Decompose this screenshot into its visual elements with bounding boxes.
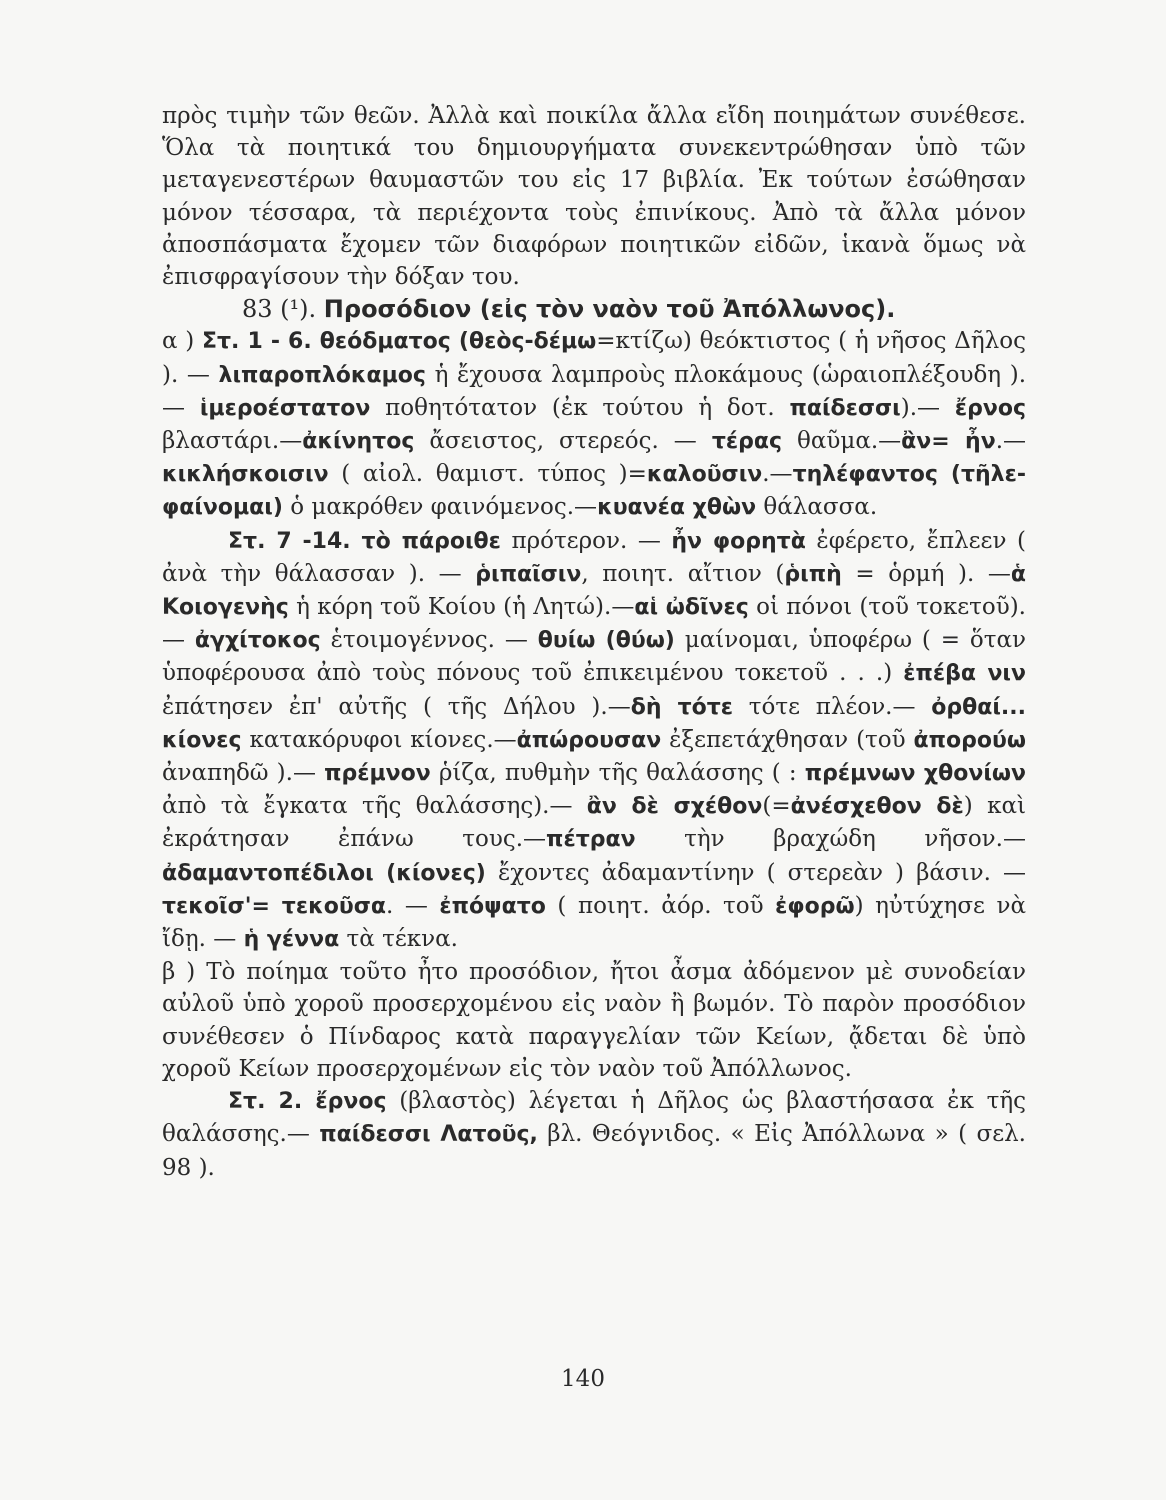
term-bold: δὴ τότε [630, 694, 734, 720]
gloss-text: (βλαστὸς) λέγεται ἡ Δῆλος ὡς βλαστήσασα ἐκ τῆς θαλάσσης.— [162, 1088, 1026, 1148]
gloss-text: ἀναπηδῶ ).— [162, 760, 325, 787]
term-bold: κυανέα χθὼν [597, 495, 757, 521]
gloss-text: θάλασσα. [756, 494, 878, 521]
gloss-text: (= [762, 793, 791, 820]
commentary-section-st7 [162, 525, 1026, 957]
gloss-text: τὴν βραχώδη νῆσον.— [635, 826, 1026, 853]
term-bold: ἀδαμαντοπέδιλοι (κίονες) [162, 860, 486, 886]
term-bold: πέτραν [546, 827, 636, 853]
term-bold: ἡ γέννα [243, 927, 340, 953]
gloss-text: κατακόρυφοι κίονες.— [241, 726, 517, 753]
term-bold: ἀγχίτοκος [194, 628, 321, 654]
page-content [162, 100, 1026, 1184]
gloss-text: ἑτοιμογέννος. — [320, 627, 538, 654]
commentary-section-st2 [162, 1085, 1026, 1184]
term-bold: ἔρνος [954, 395, 1026, 421]
gloss-text: βλ. Θεόγνιδος. « Εἰς Ἀπόλλωνα » ( σελ. 98 ). [162, 1121, 1026, 1181]
gloss-text: τὰ τέκνα. [339, 926, 458, 953]
gloss-text: ( αἰολ. θαμιστ. τύπος )= [328, 461, 647, 488]
term-bold: θυίω (θύω) [537, 628, 675, 654]
gloss-text: .— [762, 461, 793, 488]
gloss-text: =κτίζω) θεόκτιστος ( ἡ νῆσος Δῆλος ). — [162, 328, 1026, 388]
gloss-text: = ὁρμή ). — [841, 560, 1011, 587]
term-bold: ῥιπὴ [784, 561, 842, 587]
heading-number: 83 (¹). [242, 295, 317, 324]
gloss-text: ποθητότατον (ἐκ τούτου ἡ δοτ. [370, 394, 790, 421]
gloss-text: ἐπάτησεν ἐπ' αὐτῆς ( τῆς Δήλου ).— [162, 693, 631, 720]
gloss-text: βλαστάρι.— [162, 428, 303, 455]
term-bold: ἀπορούω [913, 727, 1027, 753]
term-bold: ἐπόψατο [439, 893, 546, 919]
term-bold: παίδεσσι Λατοῦς, [319, 1122, 538, 1148]
term-bold: τεκοῖσ'= τεκοῦσα [162, 893, 386, 919]
term-bold: πρέμνων χθονίων [804, 761, 1026, 787]
term-bold: ἂν δὲ σχέθον [586, 794, 763, 820]
term-bold: τέρας [711, 429, 783, 455]
term-bold: κικλήσκοισιν [162, 462, 329, 488]
gloss-text: ἄσειστος, στερεός. — [414, 428, 712, 455]
page-number: 140 [561, 1366, 605, 1392]
gloss-text: ἡ ἔχουσα λαμπροὺς πλοκάμους (ὡραιοπλέξουδη ). — [162, 361, 1026, 421]
commentary-section-a [162, 325, 1026, 524]
gloss-text: τότε πλέον.— [733, 693, 932, 720]
term-bold: ἀπώρουσαν [516, 727, 662, 753]
term-bold: ἦν φορητὰ [671, 528, 806, 554]
term-bold: ῥιπαῖσιν [475, 561, 582, 587]
intro-paragraph: πρὸς τιμὴν τῶν θεῶν. Ἀλλὰ καὶ ποικίλα ἄλλα εἴδη ποιημάτων συνέθεσε. Ὅλα τὰ ποιητικά του δημιουργήματα συνεκεντρώθησαν ὑπὸ τῶν μεταγενεστέρων θαυμαστῶν του εἰς 17 βιβλία. Ἐκ τούτων ἐσώθησαν μόνον τέσσαρα, τὰ περιέχοντα τοὺς ἐπινίκους. Ἀπὸ τὰ ἄλλα μόνον ἀποσπάσματα ἔχομεν τῶν διαφόρων ποιητικῶν εἰδῶν, ἱκανὰ ὅμως νὰ ἐπισφραγίσουν τὴν δόξαν του. [162, 103, 1026, 291]
gloss-text: ) ηὐτύχησε νὰ ἴδῃ. — [162, 892, 1027, 953]
gloss-text: . — [385, 892, 440, 919]
gloss-text: ) καὶ ἐκράτησαν ἐπάνω τους.— [162, 793, 1026, 853]
gloss-text: πρότερον. — [500, 527, 672, 554]
gloss-text: .— [995, 428, 1027, 455]
gloss-text: οἱ πόνοι (τοῦ τοκετοῦ). — [162, 594, 1026, 654]
term-bold: λιπαροπλόκαμος [218, 362, 426, 388]
term-bold: Στ. 1 - 6. θεόδματος (θεὸς-δέμω [201, 329, 597, 355]
commentary-section-b: β ) Τὸ ποίημα τοῦτο ἦτο προσόδιον, ἤτοι ἆσμα ἀδόμενον μὲ συνοδείαν αὐλοῦ ὑπὸ χοροῦ προσερχομένου εἰς ναὸν ἢ βωμόν. Τὸ παρὸν προσόδιον συνέθεσεν ὁ Πίνδαρος κατὰ παραγγελίαν τῶν Κείων, ᾄδεται δὲ ὑπὸ χοροῦ Κείων προσερχομένων εἰς τὸν ναὸν τοῦ Ἀπόλλωνος. [162, 959, 1026, 1082]
section-heading [162, 293, 1026, 325]
heading-title: Προσόδιον (εἰς τὸν ναὸν τοῦ Ἀπόλλωνος). [323, 295, 896, 324]
term-bold: ἐπέβα νιν [903, 661, 1026, 687]
term-bold: πρέμνον [324, 761, 431, 787]
gloss-text: α ) [162, 328, 202, 355]
gloss-text: ἔχοντες ἀδαμαντίνην ( στερεὰν ) βάσιν. — [485, 859, 1026, 886]
term-bold: ἀκίνητος [302, 429, 415, 455]
gloss-text: ῥίζα, πυθμὴν τῆς θαλάσσης ( : [430, 760, 805, 787]
gloss-text: ( ποιητ. ἀόρ. τοῦ [545, 892, 776, 919]
gloss-text: ἀπὸ τὰ ἔγκατα τῆς θαλάσσης).— [162, 793, 587, 820]
term-bold: ἱμεροέστατον [199, 395, 371, 421]
gloss-text: , ποιητ. αἴτιον ( [581, 560, 785, 587]
gloss-text: ἐξεπετάχθησαν (τοῦ [661, 726, 914, 753]
gloss-text: ὁ μακρόθεν φαινόμενος.— [282, 494, 598, 521]
gloss-text: ἡ κόρη τοῦ Κοίου (ἡ Λητώ).— [288, 594, 635, 621]
gloss-text: μαίνομαι, ὑποφέρω ( = ὅταν ὑποφέρουσα ἀπὸ τοὺς πόνους τοῦ ἐπικειμένου τοκετοῦ . . .) [162, 627, 1027, 687]
term-bold: ἂν= ἦν [901, 429, 996, 455]
gloss-text: ἐφέρετο, ἔπλεεν ( ἀνὰ τὴν θάλασσαν ). — [162, 527, 1026, 587]
term-bold: ὀρθαί... κίονες [162, 694, 1026, 753]
gloss-text: ).— [900, 394, 955, 421]
term-bold: ἐφορῶ [775, 893, 855, 919]
term-bold: Στ. 2. ἔρνος [228, 1089, 387, 1115]
term-bold: καλοῦσιν [646, 462, 763, 488]
term-bold: αἱ ὠδῖνες [634, 595, 749, 621]
term-bold: ἀνέσχεθον δὲ [790, 794, 964, 820]
term-bold: τηλέφαντος (τῆλε-φαίνομαι) [162, 462, 1026, 521]
term-bold: ἁ Κοιογενὴς [162, 561, 1027, 621]
term-bold: παίδεσσι [789, 395, 901, 421]
term-bold: Στ. 7 -14. τὸ πάροιθε [228, 528, 501, 554]
gloss-text: θαῦμα.— [782, 428, 902, 455]
